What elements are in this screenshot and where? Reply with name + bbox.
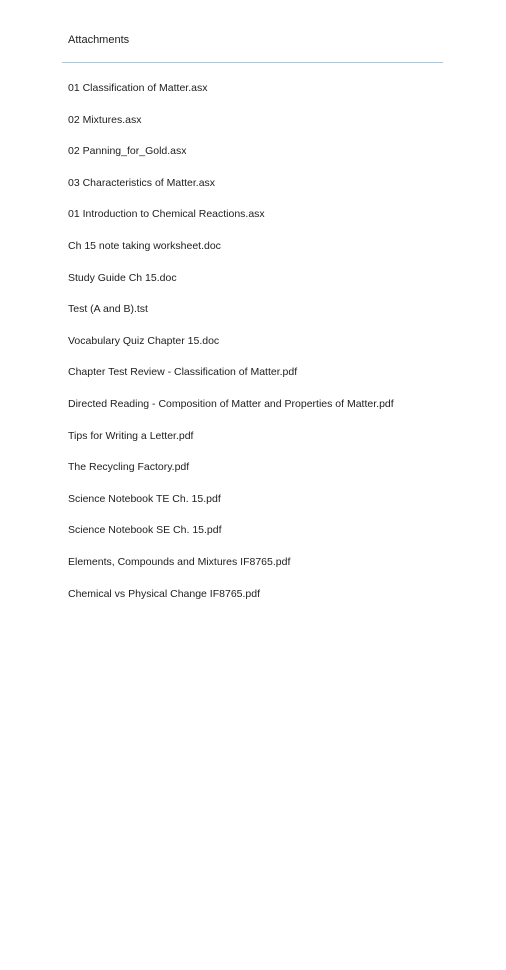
attachment-link[interactable]: Ch 15 note taking worksheet.doc (68, 239, 221, 252)
attachment-link[interactable]: Science Notebook SE Ch. 15.pdf (68, 524, 222, 537)
attachment-link[interactable]: Test (A and B).tst (68, 303, 148, 316)
attachment-list (68, 81, 394, 618)
attachment-link[interactable]: Chapter Test Review - Classification of Matter.pdf (68, 366, 298, 379)
attachment-link[interactable]: Tips for Writing a Letter.pdf (68, 429, 194, 442)
attachment-link[interactable]: 02 Panning_for_Gold.asx (68, 145, 187, 158)
attachment-link[interactable]: Elements, Compounds and Mixtures IF8765.pdf (68, 555, 291, 568)
attachments-heading: Attachments (68, 34, 130, 46)
attachment-link[interactable]: Vocabulary Quiz Chapter 15.doc (68, 334, 220, 347)
attachment-link[interactable]: The Recycling Factory.pdf (68, 461, 190, 474)
attachment-link[interactable]: 03 Characteristics of Matter.asx (68, 176, 216, 189)
header-divider (62, 62, 443, 63)
attachment-link[interactable]: 02 Mixtures.asx (68, 113, 142, 126)
attachment-link[interactable]: 01 Classification of Matter.asx (68, 82, 208, 94)
attachment-link[interactable]: Study Guide Ch 15.doc (68, 271, 177, 284)
attachment-link[interactable]: Science Notebook TE Ch. 15.pdf (68, 492, 221, 505)
attachment-link[interactable]: Chemical vs Physical Change IF8765.pdf (68, 587, 261, 600)
attachment-link[interactable]: 01 Introduction to Chemical Reactions.asx (68, 208, 265, 221)
attachment-link[interactable]: Directed Reading - Composition of Matter and Properties of Matter.pdf (68, 397, 394, 410)
